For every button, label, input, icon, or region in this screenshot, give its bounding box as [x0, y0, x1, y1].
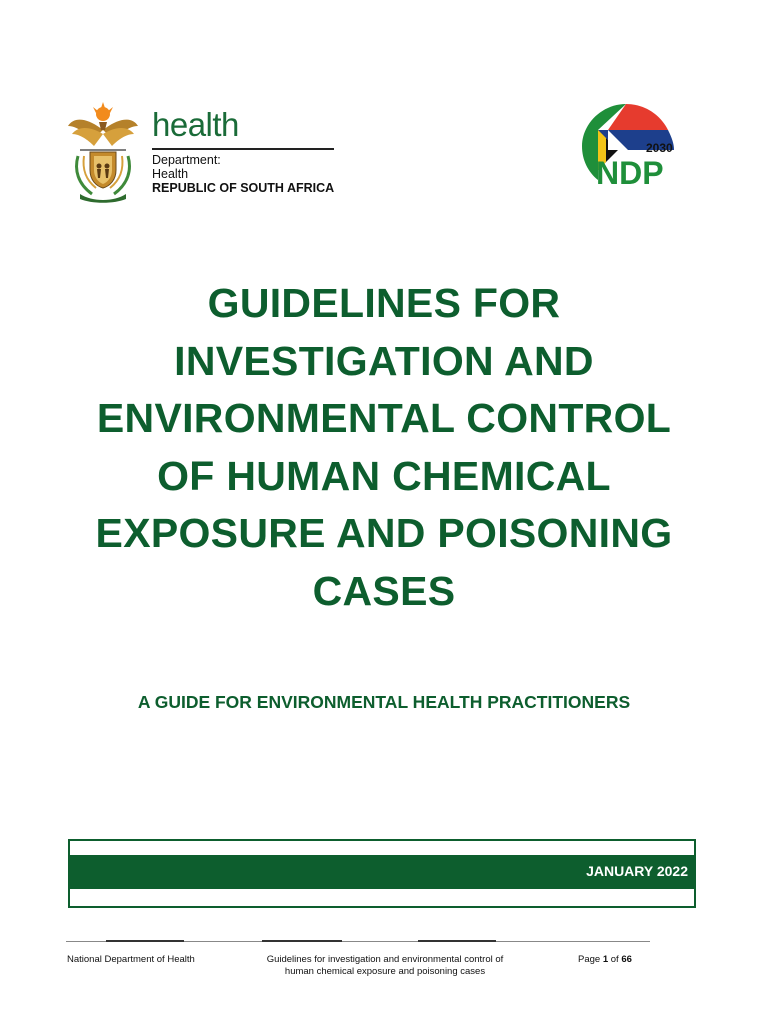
date-banner — [68, 839, 696, 908]
footer-title-line: Guidelines for investigation and environmental control of — [266, 954, 504, 965]
divider — [152, 148, 334, 150]
document-subtitle: A GUIDE FOR ENVIRONMENTAL HEALTH PRACTITIONERS — [137, 692, 631, 712]
footer-divider-accent — [418, 940, 496, 942]
footer-title-line: human chemical exposure and poisoning cases — [284, 966, 486, 977]
dept-line: Department: — [152, 153, 221, 167]
document-title — [40, 275, 728, 620]
dept-line-country: REPUBLIC OF SOUTH AFRICA — [152, 181, 335, 195]
title-line: ENVIRONMENTAL CONTROL — [96, 395, 672, 441]
footer-organization: National Department of Health — [67, 954, 195, 965]
ndp-text: NDP — [596, 155, 664, 191]
ndp-2030-logo — [578, 100, 676, 192]
footer-divider-accent — [106, 940, 184, 942]
footer-divider-accent — [262, 940, 342, 942]
dept-line: Health — [152, 167, 189, 181]
date-band — [70, 855, 694, 889]
ndp-year: 2030 — [646, 141, 673, 155]
page-prefix: Page — [578, 954, 603, 965]
title-line: OF HUMAN CHEMICAL — [157, 452, 611, 499]
page-number — [578, 954, 632, 966]
title-line: INVESTIGATION AND — [174, 337, 594, 384]
page-of: of — [608, 954, 622, 965]
footer-document-title — [240, 954, 530, 978]
health-brand: health — [152, 106, 239, 143]
page-total: 66 — [621, 954, 632, 965]
title-line: EXPOSURE AND POISONING — [95, 510, 673, 556]
department-of-health-logo — [66, 100, 338, 204]
title-line: CASES — [312, 567, 456, 614]
page-current: 1 — [602, 954, 609, 965]
publication-date: JANUARY 2022 — [586, 863, 688, 879]
title-line: GUIDELINES FOR — [207, 280, 561, 326]
coat-of-arms-icon — [66, 100, 140, 204]
